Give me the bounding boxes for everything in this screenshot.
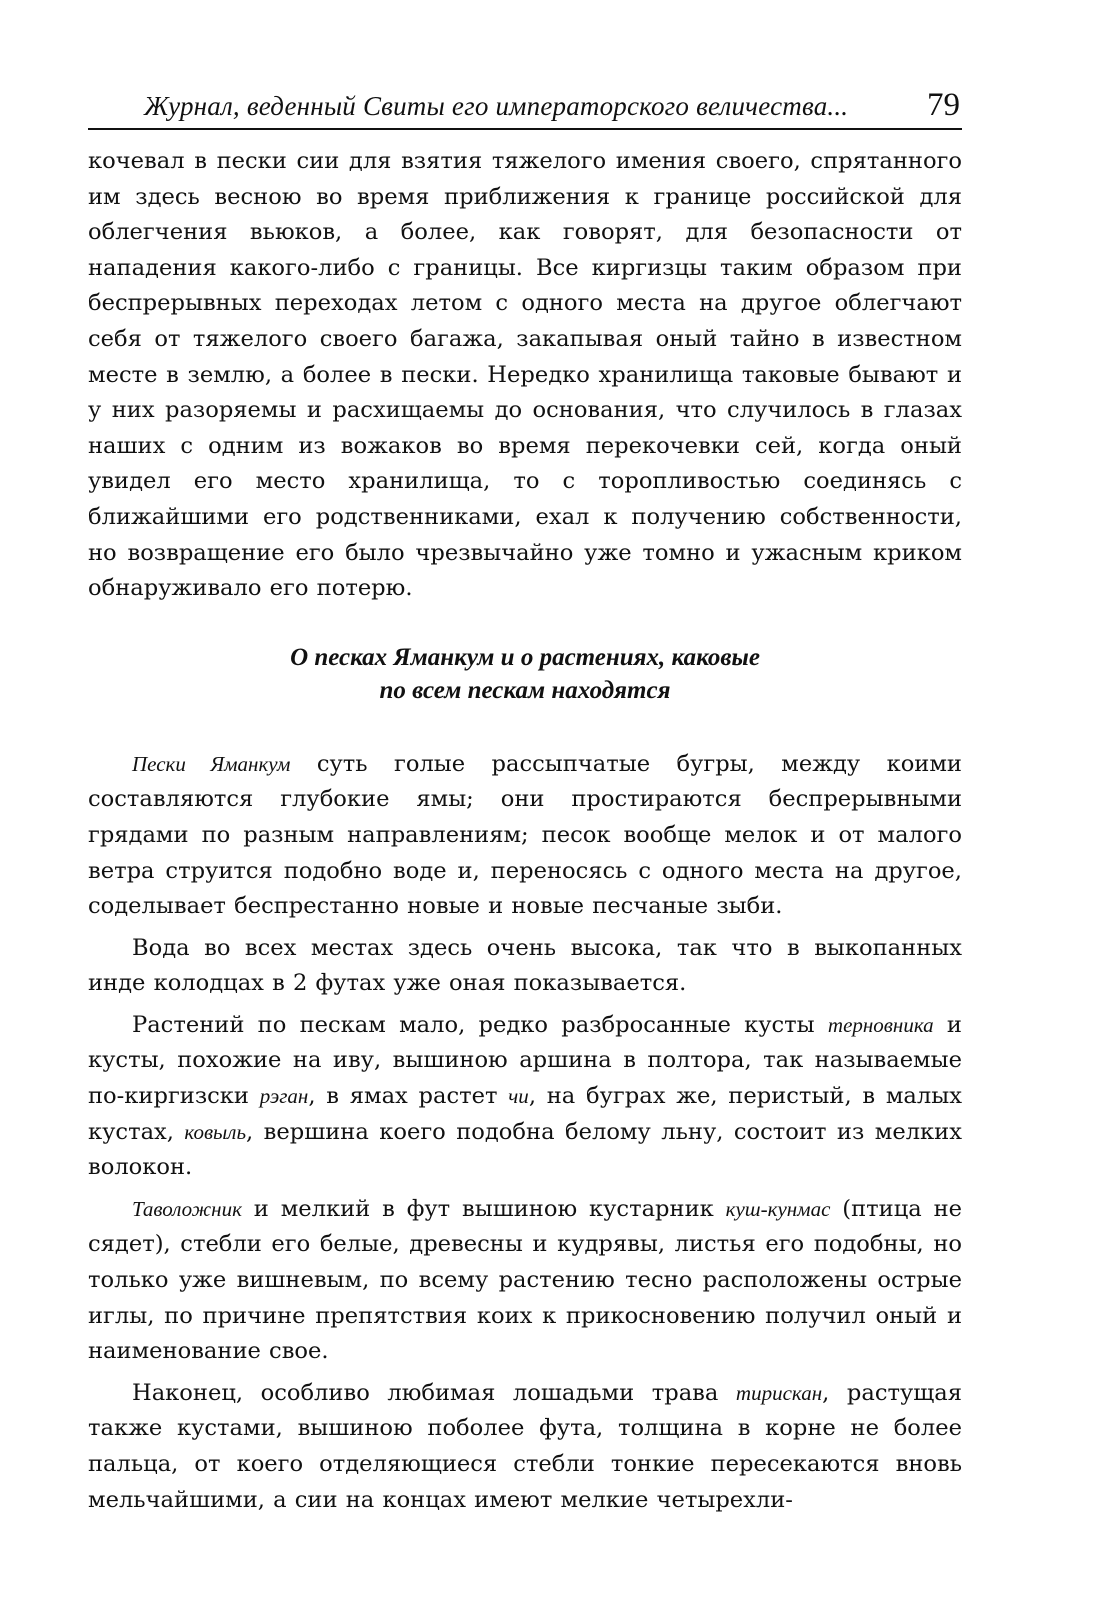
book-page — [88, 78, 962, 1518]
paragraph-text: , вершина коего подобна белому льну, состоит из мелких волокон. — [88, 1118, 962, 1181]
term-tavolozhnik: Таволожник — [132, 1196, 242, 1221]
page-body — [88, 144, 962, 1518]
paragraph-water: Вода во всех местах здесь очень высока, так что в выкопанных инде колодцах в 2 футах уже оная показывается. — [88, 934, 962, 997]
term-chi: чи — [508, 1084, 529, 1109]
running-header — [88, 78, 962, 130]
term-kovyl: ковыль — [184, 1119, 246, 1144]
section-heading — [88, 641, 962, 707]
paragraph-tiriskan — [88, 1376, 962, 1518]
paragraph-text: Растений по пескам мало, редко разбросанные кусты — [132, 1011, 828, 1038]
term-yamankum: Пески Яманкум — [132, 751, 291, 776]
term-tiriskan: тирискан — [735, 1380, 823, 1405]
section-heading-line-1: О песках Яманкум и о растениях, каковые — [290, 643, 760, 671]
paragraph-text: и мелкий в фут вышиною кустарник — [241, 1195, 726, 1222]
paragraph-text: и кусты, похожие на иву, вышиною аршина в полтора, так называемые по-киргизски — [88, 1011, 962, 1110]
paragraph-text: , в ямах растет — [308, 1083, 509, 1110]
paragraph-text: (птица не сядет), стебли его белые, древесны и кудрявы, листья его подобны, но только уже вишневым, по всему растению тесно расположены острые иглы, по причине препятствия коих к прикосновению получил оный и наименование свое. — [88, 1195, 963, 1365]
continuation-paragraph: кочевал в пески сии для взятия тяжелого имения своего, спрятанного им здесь весною во время приближения к границе российской для облегчения вьюков, а более, как говорят, для безопасности от нападения какого-либо с границы. Все киргизцы таким образом при беспрерывных переходах летом с одного места на другое облегчают себя от тяжелого своего багажа, закапывая оный тайно в известном месте в землю, а более в пески. Нередко хранилища таковые бывают и у них разоряемы и расхищаемы до основания, что случилось в глазах наших с одним из вожаков во время перекочевки сей, когда оный увидел его место хранилища, то с торопливостью соединясь с ближайшими его родственниками, ехал к получению собственности, но возвращение его было чрезвычайно уже томно и ужасным криком обнаруживало его потерю. — [88, 148, 962, 602]
section-heading-line-2: по всем пескам находятся — [379, 676, 671, 704]
paragraph-yamankum — [88, 747, 962, 925]
paragraph-tavolozhnik — [88, 1192, 962, 1370]
term-kush-kunmas: куш-кунмас — [725, 1196, 831, 1221]
term-regan: рэган — [259, 1084, 309, 1109]
paragraph-text: , на буграх же, перистый, в малых кустах, — [88, 1083, 962, 1145]
page-number: 79 — [927, 87, 960, 123]
term-ternovnik: терновника — [827, 1012, 934, 1037]
paragraph-text: , растущая также кустами, вышиною поболее фута, толщина в корне не более пальца, от коего отделяющиеся стебли тонкие пересекаются вновь мельчайшими, а сии на концах имеют мелкие четырехли- — [88, 1379, 962, 1513]
paragraph-text: Наконец, особливо любимая лошадьми трава — [132, 1379, 736, 1406]
paragraph-plants — [88, 1008, 962, 1186]
running-title: Журнал, веденный Свиты его императорского величества... — [144, 91, 849, 121]
paragraph-text: суть голые рассыпчатые бугры, между коими составляются глубокие ямы; они простираются беспрерывными грядами по разным направлениям; песок вообще мелок и от малого ветра струится подобно воде и, переносясь с одного места на другое, соделывает беспрестанно новые и новые песчаные зыби. — [88, 750, 962, 920]
